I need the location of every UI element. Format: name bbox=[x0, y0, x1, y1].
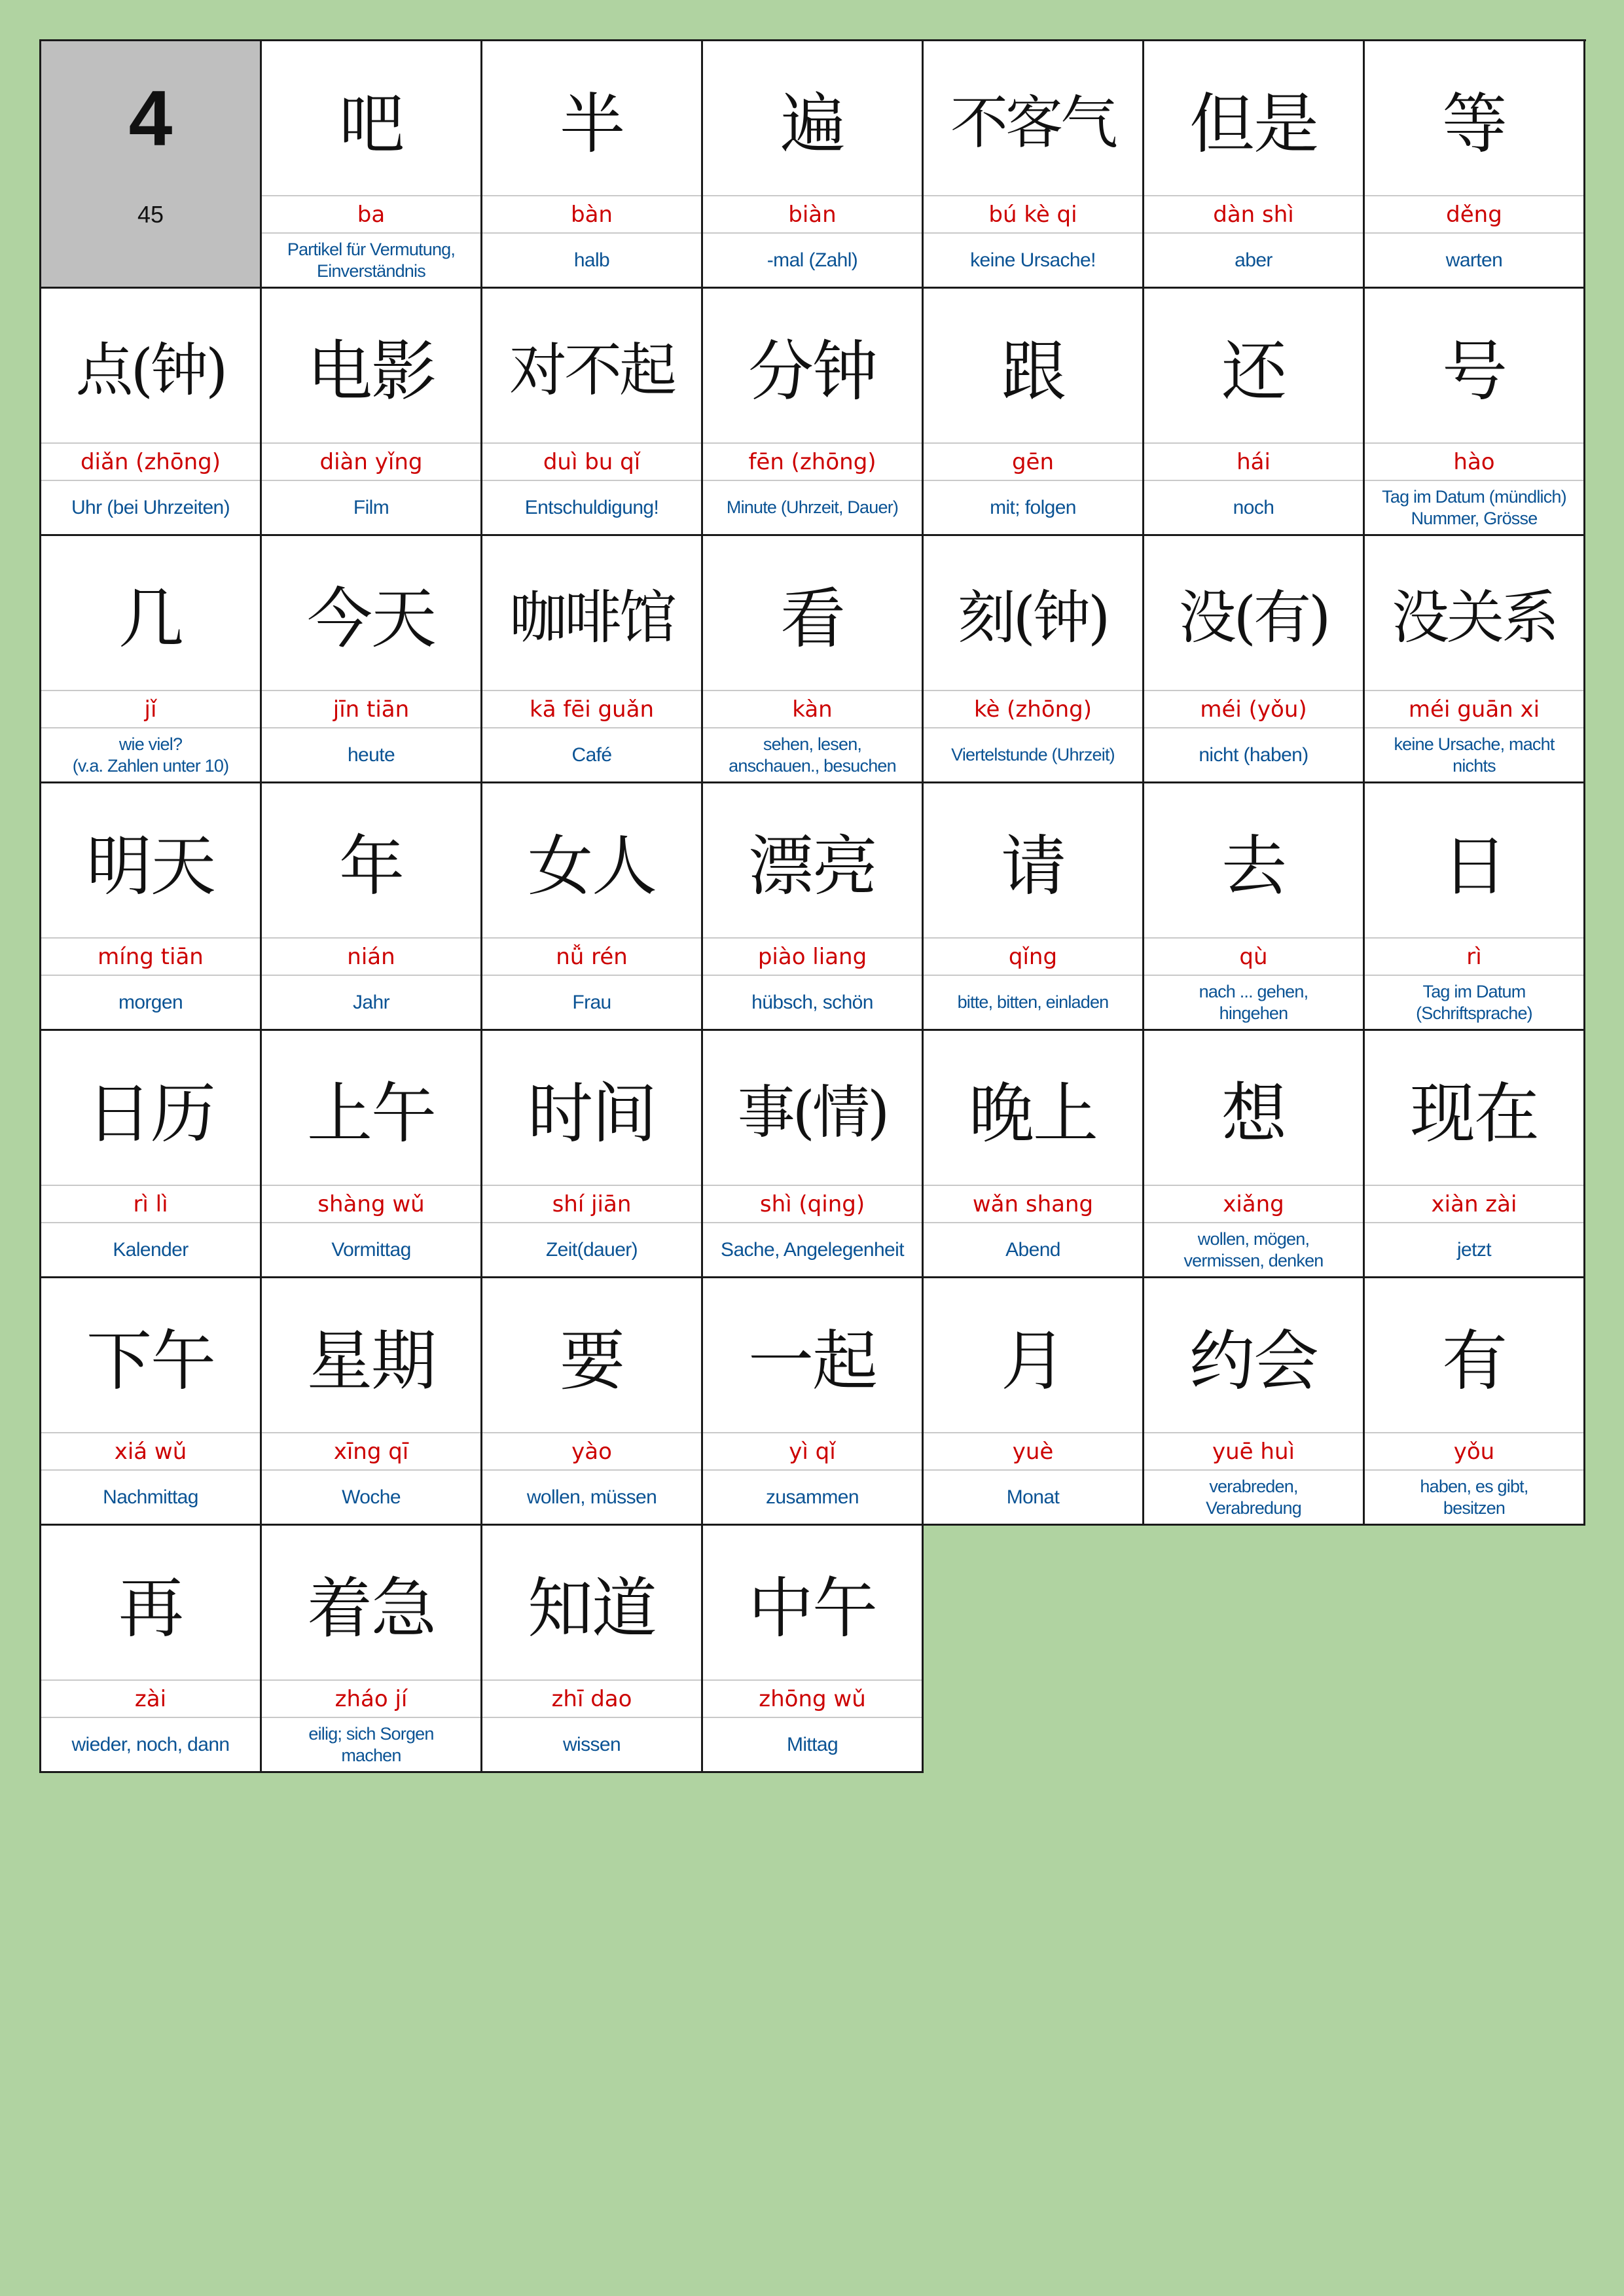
german-translation: jetzt bbox=[1456, 1238, 1492, 1261]
pinyin: rì bbox=[1365, 937, 1583, 976]
pinyin: hái bbox=[1144, 442, 1363, 481]
hanzi: 点(钟) bbox=[75, 336, 226, 404]
vocab-card bbox=[41, 1278, 262, 1526]
vocabulary-card-grid bbox=[39, 39, 1586, 1773]
vocab-card bbox=[703, 1031, 924, 1278]
pinyin: ba bbox=[262, 195, 480, 234]
hanzi: 一起 bbox=[748, 1322, 876, 1399]
vocab-card bbox=[482, 1278, 703, 1526]
german-translation: noch bbox=[1233, 496, 1274, 518]
vocab-card bbox=[262, 1526, 482, 1773]
german-translation: Minute (Uhrzeit, Dauer) bbox=[726, 497, 899, 517]
pinyin: yuē huì bbox=[1144, 1432, 1363, 1471]
vocab-card bbox=[703, 1278, 924, 1526]
hanzi: 年 bbox=[339, 827, 403, 905]
pinyin: shì (qing) bbox=[703, 1185, 922, 1223]
pinyin: jīn tiān bbox=[262, 690, 480, 728]
pinyin: zháo jí bbox=[262, 1679, 480, 1718]
vocab-card bbox=[1365, 41, 1585, 289]
hanzi: 半 bbox=[560, 85, 624, 162]
german-translation: Café bbox=[571, 744, 612, 766]
hanzi: 明天 bbox=[86, 827, 215, 905]
vocab-card bbox=[924, 1031, 1144, 1278]
german-translation: keine Ursache, macht nichts bbox=[1394, 734, 1555, 776]
hanzi: 吧 bbox=[339, 85, 403, 162]
pinyin: rì lì bbox=[41, 1185, 260, 1223]
pinyin: nǚ rén bbox=[482, 937, 701, 976]
vocab-card bbox=[482, 536, 703, 783]
pinyin: nián bbox=[262, 937, 480, 976]
german-translation: Nachmittag bbox=[103, 1486, 198, 1508]
german-translation: wissen bbox=[562, 1733, 621, 1755]
pinyin: kàn bbox=[703, 690, 922, 728]
german-translation: nicht (haben) bbox=[1199, 744, 1308, 766]
hanzi: 知道 bbox=[528, 1570, 656, 1647]
hanzi: 遍 bbox=[780, 85, 844, 162]
vocab-card bbox=[262, 41, 482, 289]
pinyin: xiǎng bbox=[1144, 1185, 1363, 1223]
hanzi: 再 bbox=[118, 1570, 183, 1647]
german-translation: Kalender bbox=[113, 1238, 189, 1261]
pinyin: qù bbox=[1144, 937, 1363, 976]
german-translation: Mittag bbox=[786, 1733, 839, 1755]
hanzi: 咖啡馆 bbox=[509, 583, 674, 651]
german-translation: Sache, Angelegenheit bbox=[721, 1238, 904, 1261]
vocab-card bbox=[262, 1278, 482, 1526]
pinyin: jǐ bbox=[41, 690, 260, 728]
vocab-card bbox=[1144, 783, 1365, 1031]
pinyin: bàn bbox=[482, 195, 701, 234]
pinyin: kā fēi guǎn bbox=[482, 690, 701, 728]
hanzi: 中午 bbox=[748, 1570, 876, 1647]
german-translation: Abend bbox=[1005, 1238, 1060, 1261]
german-translation: -mal (Zahl) bbox=[767, 249, 858, 271]
german-translation: Tag im Datum (Schriftsprache) bbox=[1416, 981, 1532, 1023]
vocab-card bbox=[1365, 289, 1585, 536]
vocab-card bbox=[482, 41, 703, 289]
hanzi: 要 bbox=[560, 1322, 624, 1399]
pinyin: diàn yǐng bbox=[262, 442, 480, 481]
german-translation: aber bbox=[1235, 249, 1272, 271]
vocab-card bbox=[703, 1526, 924, 1773]
lesson-header-cell bbox=[41, 41, 262, 289]
hanzi: 还 bbox=[1221, 332, 1286, 410]
vocab-card bbox=[924, 536, 1144, 783]
pinyin: yuè bbox=[924, 1432, 1142, 1471]
vocab-card bbox=[1365, 1031, 1585, 1278]
german-translation: keine Ursache! bbox=[970, 249, 1096, 271]
pinyin: xiá wǔ bbox=[41, 1432, 260, 1471]
pinyin: kè (zhōng) bbox=[924, 690, 1142, 728]
german-translation: mit; folgen bbox=[990, 496, 1076, 518]
vocab-card bbox=[703, 783, 924, 1031]
hanzi: 约会 bbox=[1189, 1322, 1318, 1399]
german-translation: heute bbox=[347, 744, 395, 766]
vocab-card bbox=[262, 783, 482, 1031]
vocab-card bbox=[41, 289, 262, 536]
german-translation: warten bbox=[1445, 249, 1503, 271]
hanzi: 上午 bbox=[307, 1075, 435, 1152]
card-count: 45 bbox=[137, 200, 164, 228]
pinyin: míng tiān bbox=[41, 937, 260, 976]
vocab-card bbox=[482, 1031, 703, 1278]
hanzi: 号 bbox=[1442, 332, 1506, 410]
hanzi: 时间 bbox=[528, 1075, 656, 1152]
pinyin: méi guān xi bbox=[1365, 690, 1583, 728]
vocab-card bbox=[262, 536, 482, 783]
hanzi: 电影 bbox=[307, 332, 435, 410]
german-translation: wollen, müssen bbox=[526, 1486, 657, 1508]
hanzi: 有 bbox=[1442, 1322, 1506, 1399]
vocab-card bbox=[1144, 1031, 1365, 1278]
hanzi: 星期 bbox=[307, 1322, 435, 1399]
german-translation: Frau bbox=[572, 991, 611, 1013]
german-translation: eilig; sich Sorgen machen bbox=[308, 1723, 434, 1765]
vocab-card bbox=[924, 1278, 1144, 1526]
hanzi: 等 bbox=[1442, 85, 1506, 162]
german-translation: Jahr bbox=[353, 991, 389, 1013]
vocab-card bbox=[703, 536, 924, 783]
hanzi: 下午 bbox=[86, 1322, 215, 1399]
german-translation: Partikel für Vermutung, Einverständnis bbox=[287, 239, 456, 281]
pinyin: xiàn zài bbox=[1365, 1185, 1583, 1223]
german-translation: nach ... gehen, hingehen bbox=[1199, 981, 1308, 1023]
pinyin: fēn (zhōng) bbox=[703, 442, 922, 481]
pinyin: diǎn (zhōng) bbox=[41, 442, 260, 481]
hanzi: 事(情) bbox=[737, 1078, 888, 1146]
german-translation: Viertelstunde (Uhrzeit) bbox=[951, 745, 1115, 764]
pinyin: gēn bbox=[924, 442, 1142, 481]
hanzi: 请 bbox=[1001, 827, 1065, 905]
pinyin: zhī dao bbox=[482, 1679, 701, 1718]
hanzi: 分钟 bbox=[748, 332, 876, 410]
pinyin: xīng qī bbox=[262, 1432, 480, 1471]
hanzi: 女人 bbox=[528, 827, 656, 905]
hanzi: 着急 bbox=[307, 1570, 435, 1647]
hanzi: 月 bbox=[1001, 1322, 1065, 1399]
vocab-card bbox=[703, 41, 924, 289]
pinyin: wǎn shang bbox=[924, 1185, 1142, 1223]
pinyin: hào bbox=[1365, 442, 1583, 481]
german-translation: hübsch, schön bbox=[751, 991, 873, 1013]
hanzi: 跟 bbox=[1001, 332, 1065, 410]
german-translation: sehen, lesen, anschauen., besuchen bbox=[729, 734, 896, 776]
german-translation: halb bbox=[573, 249, 610, 271]
german-translation: wie viel? (v.a. Zahlen unter 10) bbox=[72, 734, 229, 776]
pinyin: shí jiān bbox=[482, 1185, 701, 1223]
lesson-number: 4 bbox=[128, 74, 173, 162]
pinyin: zài bbox=[41, 1679, 260, 1718]
pinyin: yào bbox=[482, 1432, 701, 1471]
hanzi: 现在 bbox=[1410, 1075, 1538, 1152]
pinyin: dàn shì bbox=[1144, 195, 1363, 234]
vocab-card bbox=[924, 783, 1144, 1031]
vocab-card bbox=[924, 289, 1144, 536]
hanzi: 漂亮 bbox=[748, 827, 876, 905]
hanzi: 想 bbox=[1221, 1075, 1286, 1152]
vocab-card bbox=[1365, 783, 1585, 1031]
hanzi: 晚上 bbox=[969, 1075, 1097, 1152]
hanzi: 不客气 bbox=[950, 88, 1115, 156]
pinyin: piào liang bbox=[703, 937, 922, 976]
pinyin: yǒu bbox=[1365, 1432, 1583, 1471]
vocab-card bbox=[1144, 1278, 1365, 1526]
hanzi: 刻(钟) bbox=[958, 583, 1108, 651]
hanzi: 日 bbox=[1442, 827, 1506, 905]
hanzi: 但是 bbox=[1189, 85, 1318, 162]
hanzi: 日历 bbox=[86, 1075, 215, 1152]
german-translation: morgen bbox=[118, 991, 183, 1013]
hanzi: 今天 bbox=[307, 580, 435, 657]
vocab-card bbox=[262, 289, 482, 536]
german-translation: Zeit(dauer) bbox=[545, 1238, 638, 1261]
pinyin: duì bu qǐ bbox=[482, 442, 701, 481]
hanzi: 对不起 bbox=[509, 336, 674, 404]
hanzi: 去 bbox=[1221, 827, 1286, 905]
vocab-card bbox=[41, 1031, 262, 1278]
vocab-card bbox=[41, 783, 262, 1031]
vocab-card bbox=[41, 536, 262, 783]
vocab-card bbox=[41, 1526, 262, 1773]
german-translation: wieder, noch, dann bbox=[71, 1733, 230, 1755]
german-translation: haben, es gibt, besitzen bbox=[1420, 1476, 1528, 1518]
german-translation: Tag im Datum (mündlich) Nummer, Grösse bbox=[1382, 486, 1566, 528]
pinyin: méi (yǒu) bbox=[1144, 690, 1363, 728]
vocab-card bbox=[1144, 289, 1365, 536]
vocab-card bbox=[262, 1031, 482, 1278]
vocab-card bbox=[703, 289, 924, 536]
german-translation: verabreden, Verabredung bbox=[1206, 1476, 1301, 1518]
german-translation: zusammen bbox=[766, 1486, 859, 1508]
pinyin: zhōng wǔ bbox=[703, 1679, 922, 1718]
vocab-card bbox=[1144, 536, 1365, 783]
vocab-card bbox=[1144, 41, 1365, 289]
hanzi: 没(有) bbox=[1178, 583, 1329, 651]
pinyin: bú kè qi bbox=[924, 195, 1142, 234]
hanzi: 看 bbox=[780, 580, 844, 657]
hanzi: 几 bbox=[118, 580, 183, 657]
pinyin: yì qǐ bbox=[703, 1432, 922, 1471]
vocab-card bbox=[482, 1526, 703, 1773]
hanzi: 没关系 bbox=[1391, 583, 1557, 651]
pinyin: děng bbox=[1365, 195, 1583, 234]
german-translation: Entschuldigung! bbox=[524, 496, 659, 518]
german-translation: bitte, bitten, einladen bbox=[957, 992, 1109, 1012]
german-translation: Uhr (bei Uhrzeiten) bbox=[71, 496, 230, 518]
vocab-card bbox=[482, 289, 703, 536]
vocab-card bbox=[1365, 536, 1585, 783]
german-translation: wollen, mögen, vermissen, denken bbox=[1183, 1229, 1324, 1270]
german-translation: Vormittag bbox=[331, 1238, 411, 1261]
pinyin: qǐng bbox=[924, 937, 1142, 976]
vocab-card bbox=[924, 41, 1144, 289]
vocab-card bbox=[482, 783, 703, 1031]
german-translation: Film bbox=[353, 496, 389, 518]
pinyin: biàn bbox=[703, 195, 922, 234]
german-translation: Woche bbox=[342, 1486, 401, 1508]
pinyin: shàng wǔ bbox=[262, 1185, 480, 1223]
german-translation: Monat bbox=[1006, 1486, 1060, 1508]
vocab-card bbox=[1365, 1278, 1585, 1526]
